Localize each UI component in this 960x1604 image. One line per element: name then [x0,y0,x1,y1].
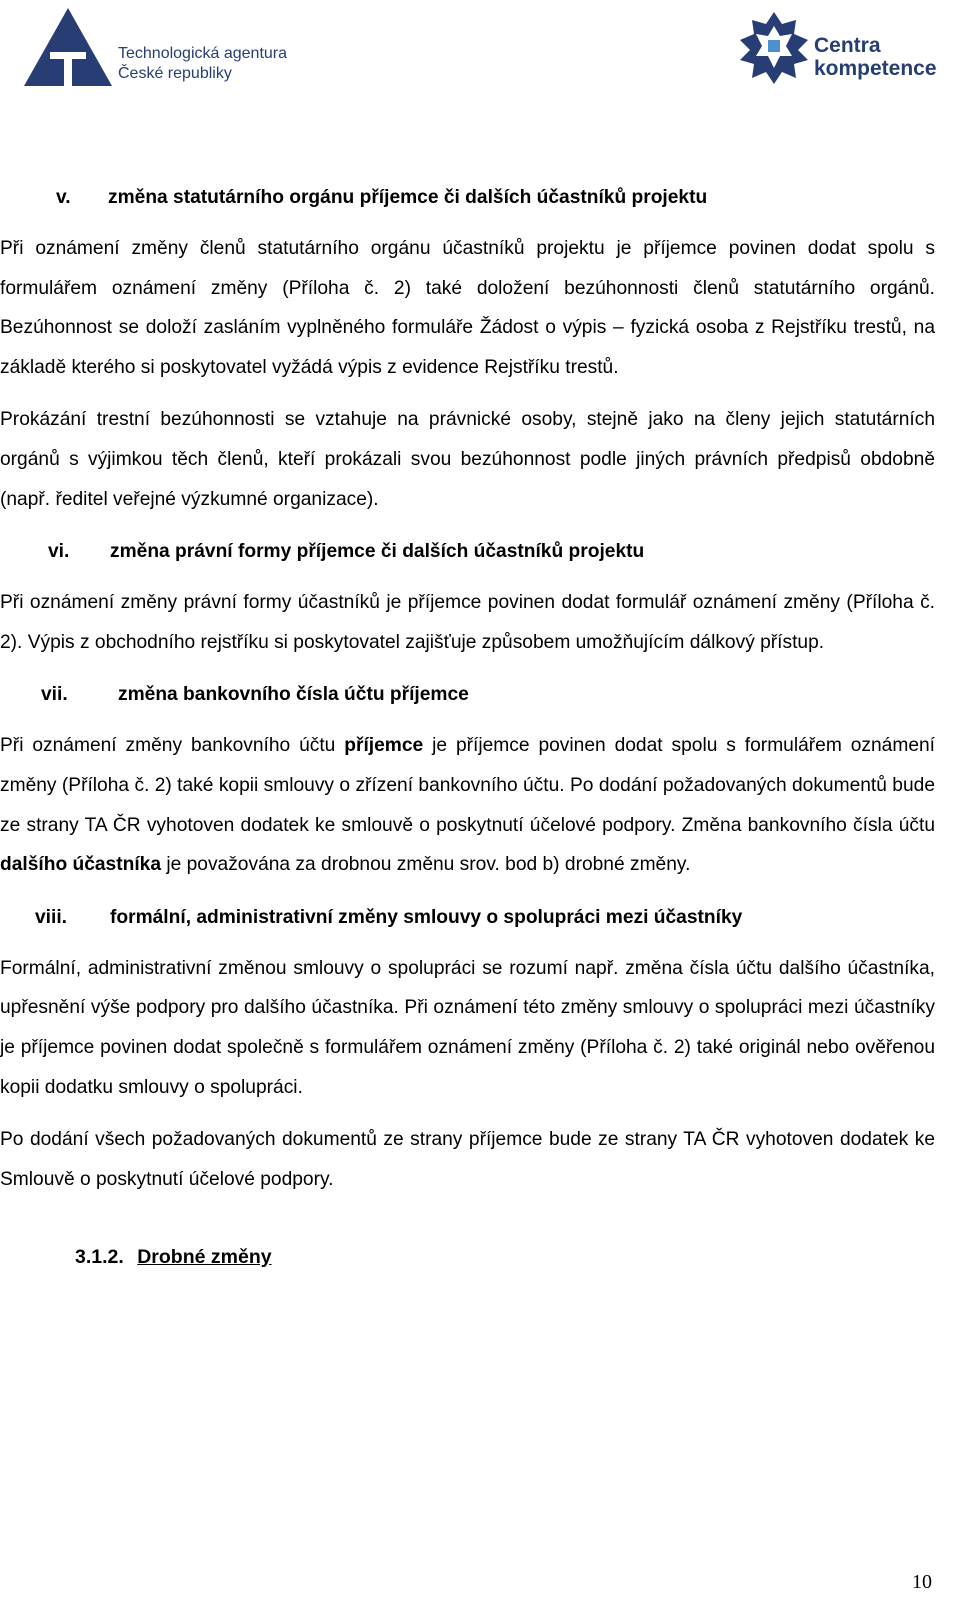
ck-logo-line2: kompetence [814,57,937,80]
paragraph: Při oznámení změny členů statutárního orgánu účastníků projektu je příjemce povinen dodat spolu s formulářem oznámení změny (Příloha č. 2) také doložení bezúhonnosti členů statutárního orgánů. Bezúhonnost se doloží zasláním vyplněného formuláře Žádost o výpis – fyzická osoba z Rejstříku trestů, na základě kterého si poskytovatel vyžádá výpis z evidence Rejstříku trestů. [0,238,935,378]
text-run: je příjemce povinen dodat spolu s formulářem oznámení změny (Příloha č. 2) také kopii smlouvy o zřízení bankovního účtu. Po dodání požadovaných dokumentů bude ze strany TA ČR vyhotoven dodatek ke smlouvě o poskytnutí účelové podpory. Změna bankovního čísla účtu [0,735,935,836]
text-run: je považována za drobnou změnu srov. bod b) drobné změny. [161,854,691,876]
section-viii-heading [0,898,935,938]
section-v-heading [0,178,935,218]
section-title: změna statutárního orgánu příjemce či dalších účastníků projektu [108,187,708,208]
paragraph [0,726,935,884]
paragraph: Prokázání trestní bezúhonnosti se vztahuje na právnické osoby, stejně jako na členy jejich statutárních orgánů s výjimkou těch členů, kteří prokázali svou bezúhonnost podle jiných právních předpisů obdobně (např. ředitel veřejné výzkumné organizace). [0,409,935,510]
subsection-heading [0,1237,935,1277]
section-number: vii. [41,684,68,706]
section-title: změna bankovního čísla účtu příjemce [118,684,469,706]
centra-kompetence-logo [736,10,956,86]
page-header [0,0,960,110]
document-body [0,178,935,1277]
section-title: změna právní formy příjemce či dalších účastníků projektu [110,541,645,563]
ta-logo-line2: České republiky [118,65,232,82]
ck-star-logo-icon [736,10,812,86]
ta-logo-line1: Technologická agentura [118,45,288,62]
paragraph: Po dodání všech požadovaných dokumentů ze strany příjemce bude ze strany TA ČR vyhotoven dodatek ke Smlouvě o poskytnutí účelové podpory. [0,1129,935,1190]
bold-text-run: příjemce [344,735,424,757]
ta-triangle-logo-icon [22,6,118,88]
ck-logo-line1: Centra [814,34,881,57]
subsection-title: Drobné změny [137,1246,272,1269]
bold-text-run: dalšího účastníka [0,854,162,876]
paragraph: Při oznámení změny právní formy účastníků je příjemce povinen dodat formulář oznámení změny (Příloha č. 2). Výpis z obchodního rejstříku si poskytovatel zajišťuje způsobem umožňujícím dálkový přístup. [0,592,935,653]
text-run: Při oznámení změny bankovního účtu [0,735,345,757]
section-number: viii. [35,906,67,928]
section-vii-heading [0,675,935,715]
paragraph: Formální, administrativní změnou smlouvy o spolupráci se rozumí např. změna čísla účtu dalšího účastníka, upřesnění výše podpory pro dalšího účastníka. Při oznámení této změny smlouvy o spolupráci mezi účastníky je příjemce povinen dodat společně s formulářem oznámení změny (Příloha č. 2) také originál nebo ověřenou kopii dodatku smlouvy o spolupráci. [0,957,935,1098]
section-number: v. [56,187,71,208]
section-vi-heading [0,532,935,572]
subsection-number: 3.1.2. [75,1246,124,1269]
section-title: formální, administrativní změny smlouvy o spolupráci mezi účastníky [110,906,743,928]
ta-cr-logo [22,6,322,88]
page-number: 10 [912,1571,932,1593]
section-number: vi. [48,541,70,563]
